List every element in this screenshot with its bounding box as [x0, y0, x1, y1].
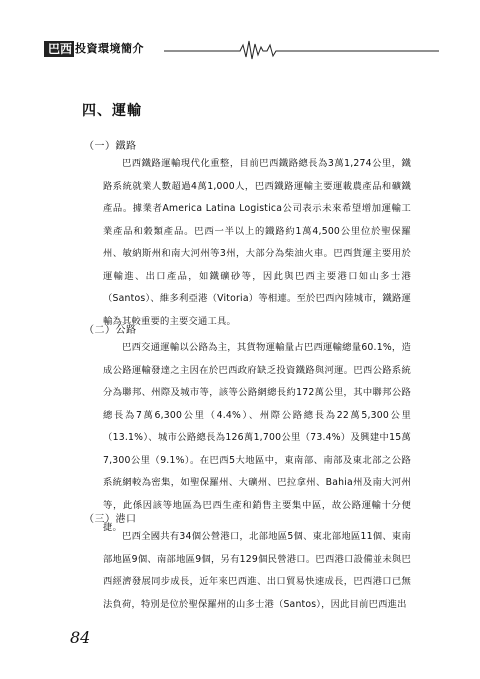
header-badge-subtitle: 投資環境簡介 [75, 42, 145, 55]
paragraph-railway: 巴西鐵路運輸現代化重整，目前巴西鐵路總長為3萬1,274公里，鐵路系統就業人數超過4萬1,000人，巴西鐵路運輸主要運載農產品和礦鐵產品。據業者America Latina Logistica公司表示未來希望增加運輸工業產品和穀類產品。巴西一半以上的鐵路約1萬4,500公里位於聖保羅州、敏納斯州和南大河州等3州，大部分為柴油火車。巴西貨運主要用於運輸進、出口產品，如鐵礦砂等，因此與巴西主要港口如山多士港（Santos）、維多利亞港（Vitoria）等相連。至於巴西內陸城市，鐵路運輸為其較重要的主要交通工具。 [103, 158, 411, 327]
section-title: 四、運輸 [82, 103, 142, 119]
page-number: 84 [70, 628, 91, 647]
subsection-heading-railway: （一）鐵路 [84, 141, 137, 152]
header-badge-main: 巴西 [44, 41, 74, 57]
subsection-heading-highway: （二）公路 [84, 325, 137, 336]
paragraph-port: 巴西全國共有34個公營港口，北部地區5個、東北部地區11個、東南部地區9個、南部地區9個，另有129個民營港口。巴西港口設備並未與巴西經濟發展同步成長，近年來巴西進、出口貿易快速成長，巴西港口已無法負荷，特別是位於聖保羅州的山多士港（Santos），因此目前巴西進出 [103, 531, 411, 610]
page-header [44, 36, 439, 62]
subsection-heading-port: （三）港口 [84, 514, 137, 525]
header-badge [44, 41, 144, 57]
paragraph-highway: 巴西交通運輸以公路為主，其貨物運輸量占巴西運輸總量60.1%，造成公路運輸發達之主因在於巴西政府缺乏投資鐵路與河運。巴西公路系統分為聯邦、州際及城市等，該等公路網總長約172萬公里，其中聯邦公路總長為7萬6,300公里（4.4%）、州際公路總長為22萬5,300公里（13.1%）、城市公路總長為126萬1,700公里（73.4%）及興建中15萬7,300公里（9.1%）。在巴西5大地區中，東南部、南部及東北部之公路系統網較為密集，如聖保羅州、大礦州、巴拉拿州、Bahia州及南大河州等，此係因該等地區為巴西生產和銷售主要集中區，故公路運輸十分便捷。 [103, 342, 411, 533]
